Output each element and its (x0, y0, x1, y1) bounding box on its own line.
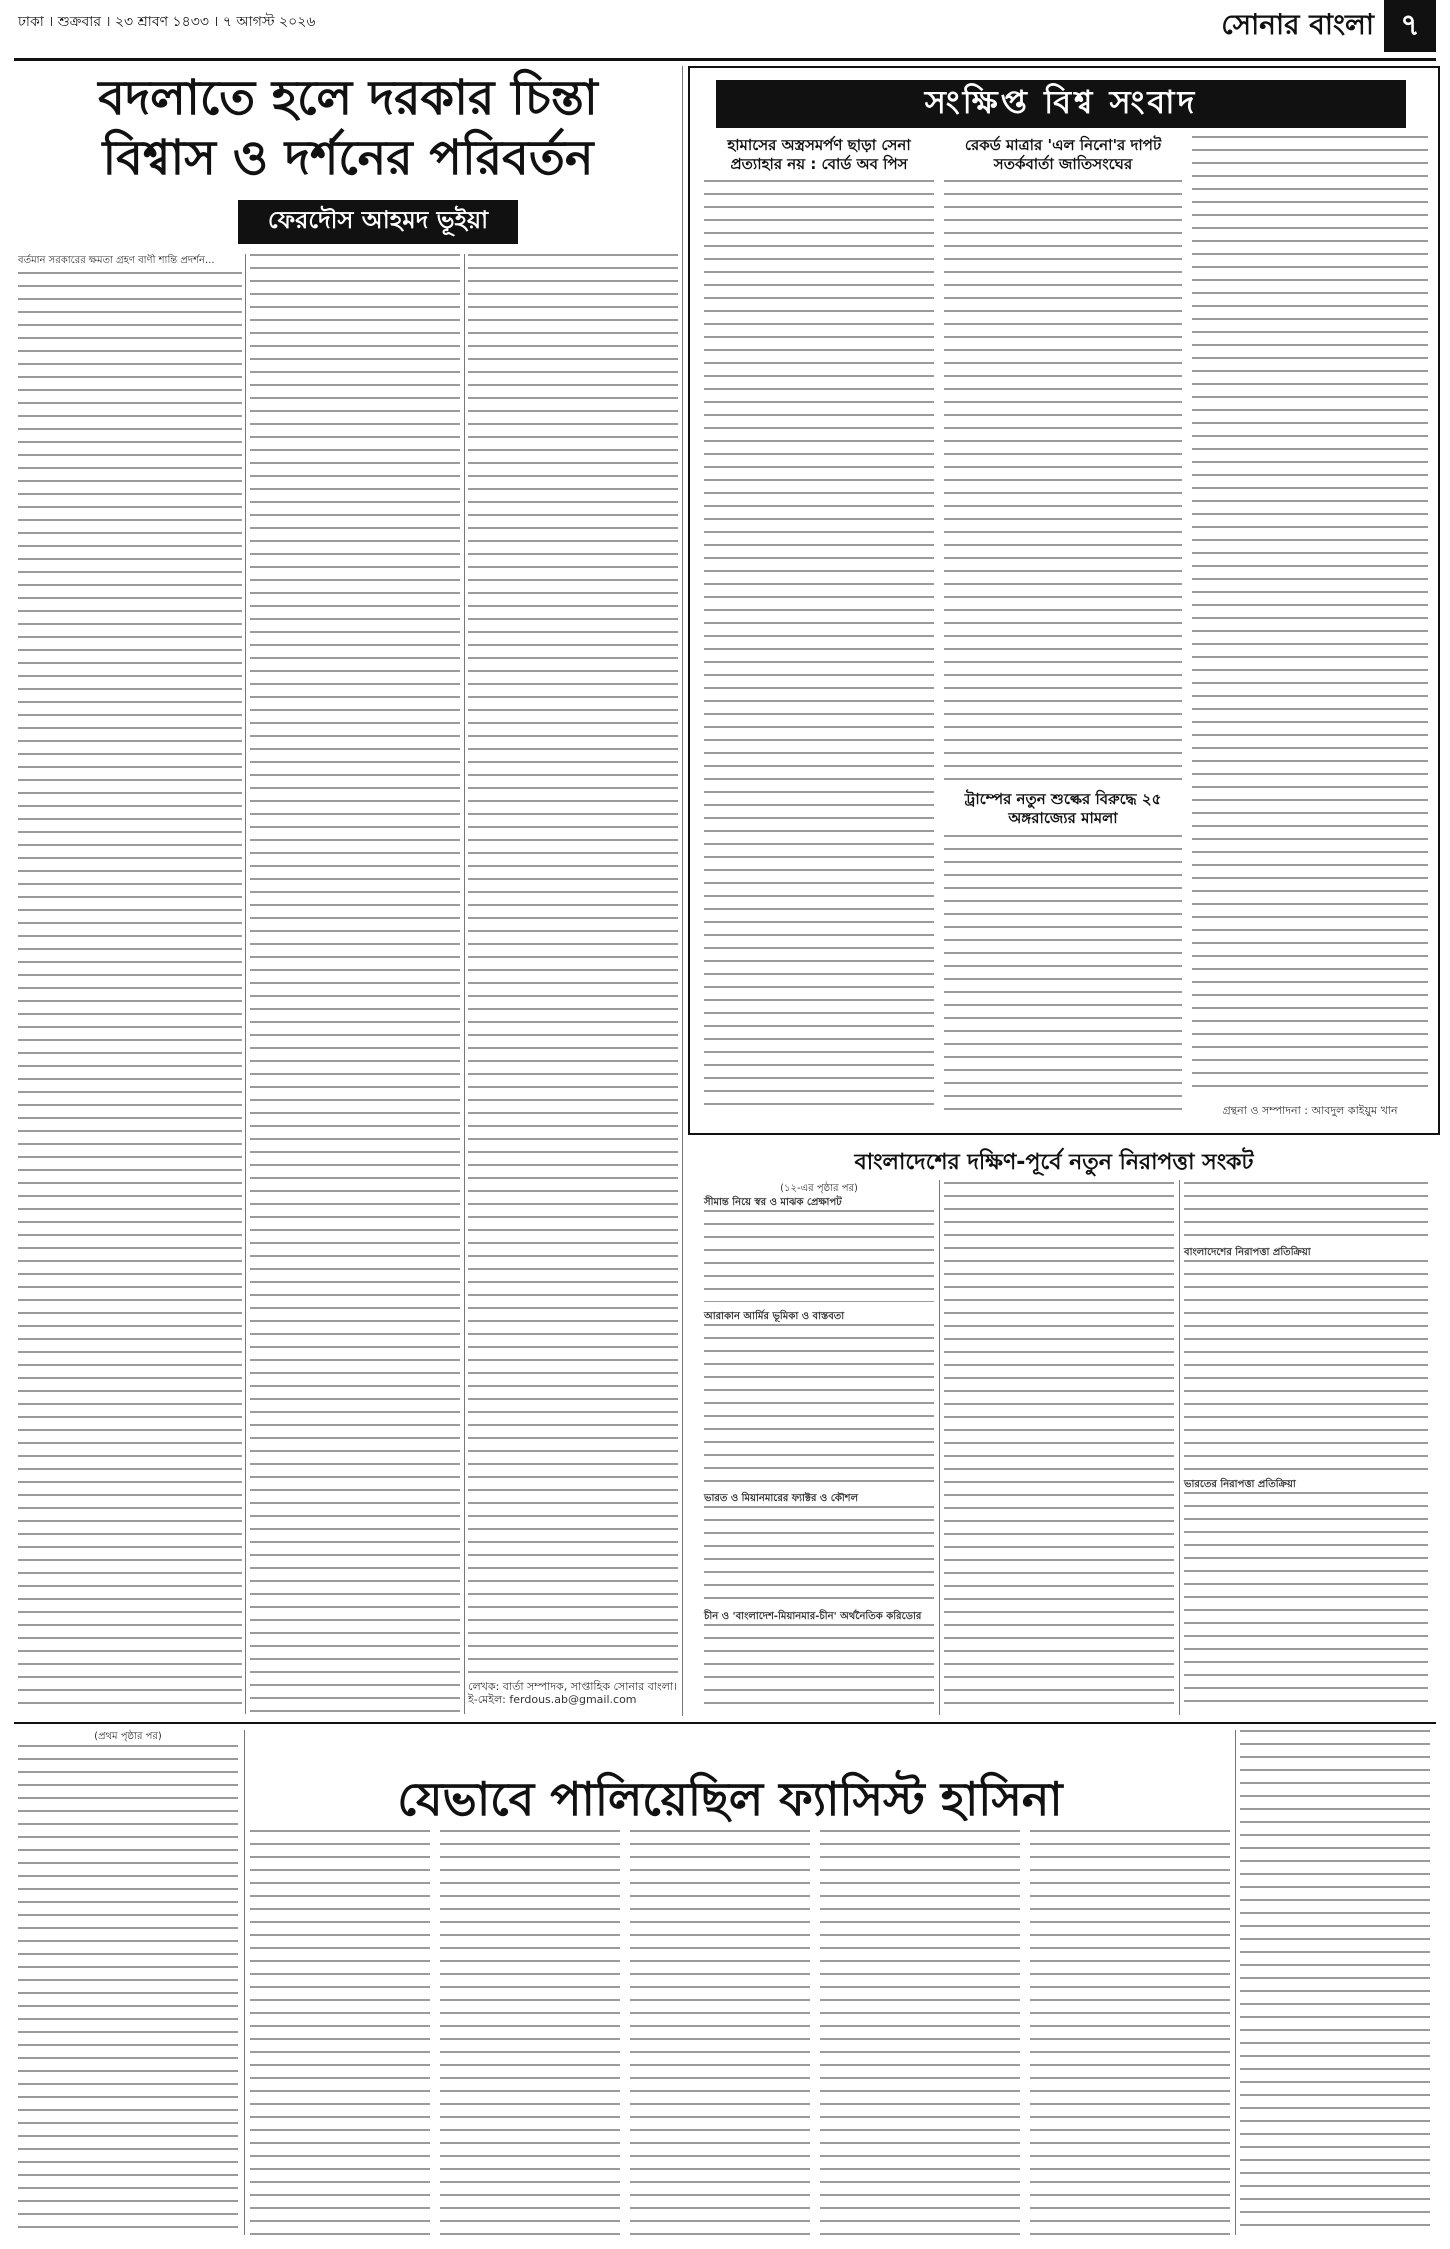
security-text (704, 1324, 934, 1484)
page-number: ৭ (1384, 0, 1436, 52)
lead-headline-line1: বদলাতে হলে দরকার চিন্তা (98, 70, 598, 126)
header-rule (14, 58, 1436, 61)
column-divider (245, 254, 246, 1714)
lead-text-column-1 (18, 272, 242, 1712)
second-text-column-1 (18, 1745, 238, 2235)
security-text (944, 1182, 1174, 1712)
world-story-continuation (1192, 136, 1428, 1096)
second-text-column-5 (820, 1830, 1020, 2235)
second-continued-note: (প্রথম পৃষ্ঠার পর) (94, 1731, 162, 1742)
column-divider (1235, 1730, 1236, 2235)
world-story1-text (704, 180, 934, 1110)
second-text-column-7 (1240, 1730, 1430, 2235)
lead-byline: ফেরদৌস আহমদ ভূইয়া (238, 200, 518, 244)
lead-text-column-2 (250, 254, 460, 1712)
security-text (704, 1210, 934, 1302)
second-text-column-6 (1030, 1830, 1230, 2235)
security-continued-note: (১২-এর পৃষ্ঠার পর) (780, 1183, 858, 1194)
security-text (704, 1506, 934, 1602)
security-subhead-4: চীন ও 'বাংলাদেশ-মিয়ানমার-চীন' অর্থনৈতিক করিডোর (704, 1611, 922, 1622)
world-news-title: সংক্ষিপ্ত বিশ্ব সংবাদ (716, 80, 1406, 128)
security-text (1184, 1492, 1428, 1712)
security-text (704, 1624, 934, 1712)
world-story2-text (944, 180, 1182, 780)
world-story2-headline: রেকর্ড মাত্রার 'এল নিনো'র দাপট সতর্কবার্তা জাতিসংঘের (964, 136, 1162, 173)
security-text (1184, 1260, 1428, 1470)
author-email: ই-মেইল: ferdous.ab@gmail.com (468, 1693, 637, 1706)
world-story1-headline: হামাসের অস্ত্রসমর্পণ ছাড়া সেনা প্রত্যাহার নয় : বোর্ড অব পিস (727, 136, 911, 173)
lead-headline (18, 68, 678, 188)
paper-name: সোনার বাংলা (1221, 7, 1374, 41)
lead-text-column-3 (468, 254, 678, 1674)
second-text-column-3 (440, 1830, 620, 2235)
column-divider (244, 1730, 245, 2235)
lead-headline-line2: বিশ্বাস ও দর্শনের পরিবর্তন (102, 130, 594, 186)
column-divider (939, 1180, 940, 1715)
security-subhead-3: ভারত ও মিয়ানমারের ফ্যাক্টর ও কৌশল (704, 1493, 859, 1504)
paper-masthead (1221, 0, 1436, 52)
world-story3-headline: ট্রাম্পের নতুন শুল্কের বিরুদ্ধে ২৫ অঙ্গরাজ্যের মামলা (964, 790, 1162, 827)
column-divider (682, 66, 683, 1716)
dateline: ঢাকা । শুক্রবার । ২৩ শ্রাবণ ১৪৩৩ । ৭ আগস্ট ২০২৬ (18, 14, 316, 30)
second-text-column-2 (250, 1830, 430, 2235)
world-news-credit: গ্রন্থনা ও সম্পাদনা : আবদুল কাইয়ুম খান (1222, 1104, 1398, 1117)
column-divider (464, 254, 465, 1714)
column-divider (1179, 1180, 1180, 1715)
security-headline: বাংলাদেশের দক্ষিণ-পূর্বে নতুন নিরাপত্তা সংকট (854, 1150, 1254, 1175)
second-text-column-4 (630, 1830, 810, 2235)
security-subhead-6: ভারতের নিরাপত্তা প্রতিক্রিয়া (1184, 1479, 1296, 1490)
security-subhead-2: আরাকান আর্মির ভূমিকা ও বাস্তবতা (704, 1311, 845, 1322)
world-story3-text (944, 835, 1182, 1110)
security-subhead-5: বাংলাদেশের নিরাপত্তা প্রতিক্রিয়া (1184, 1247, 1311, 1258)
lead-author-note (468, 1680, 678, 1710)
security-text (1184, 1182, 1428, 1240)
lead-first-paragraph: বর্তমান সরকারের ক্ষমতা গ্রহণ বাণী শান্তি প্রদর্শন... (18, 255, 215, 266)
author-note: লেখক: বার্তা সম্পাদক, সাপ্তাহিক সোনার বাংলা। (468, 1680, 678, 1693)
security-subhead-1: সীমান্ত নিয়ে স্বর ও মাঝক প্রেক্ষাপট (704, 1197, 842, 1208)
second-headline: যেভাবে পালিয়েছিল ফ্যাসিস্ট হাসিনা (397, 1772, 1063, 1826)
section-rule (14, 1722, 1436, 1724)
